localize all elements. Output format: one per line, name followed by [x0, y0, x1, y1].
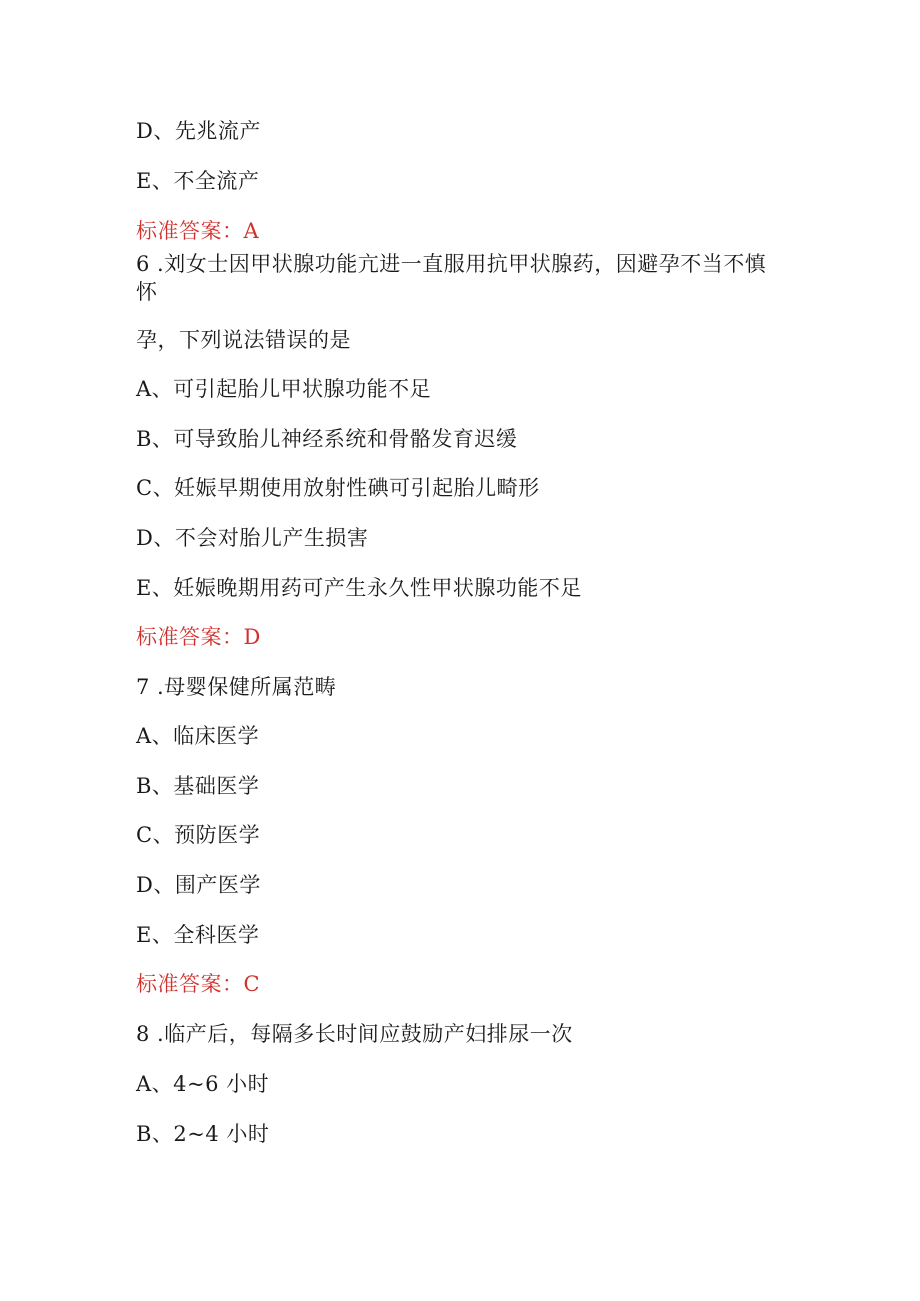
- option-line: B、2~4 小时: [136, 1122, 270, 1146]
- option-line: E、妊娠晚期用药可产生永久性甲状腺功能不足: [136, 576, 582, 600]
- option-line: A、临床医学: [136, 724, 260, 748]
- option-line: D、围产医学: [136, 873, 261, 897]
- option-line: A、可引起胎儿甲状腺功能不足: [136, 377, 432, 401]
- answer-line: 标准答案：A: [136, 219, 260, 243]
- question-line: 孕，下列说法错误的是: [136, 328, 351, 352]
- question-line: 7 .母婴保健所属范畴: [136, 675, 337, 699]
- option-line: B、可导致胎儿神经系统和骨骼发育迟缓: [136, 427, 518, 451]
- option-line: B、基础医学: [136, 774, 260, 798]
- question-line: 怀: [136, 280, 158, 304]
- option-line: A、4~6 小时: [136, 1072, 270, 1096]
- option-line: E、不全流产: [136, 169, 260, 193]
- question-line: 8 .临产后，每隔多长时间应鼓励产妇排尿一次: [136, 1022, 573, 1046]
- answer-line: 标准答案：C: [136, 972, 261, 996]
- option-line: D、先兆流产: [136, 119, 261, 143]
- answer-line: 标准答案：D: [136, 625, 261, 649]
- option-line: C、妊娠早期使用放射性碘可引起胎儿畸形: [136, 476, 540, 500]
- option-line: C、预防医学: [136, 823, 261, 847]
- option-line: D、不会对胎儿产生损害: [136, 526, 369, 550]
- option-line: E、全科医学: [136, 923, 260, 947]
- question-line: 6 .刘女士因甲状腺功能亢进一直服用抗甲状腺药，因避孕不当不慎: [136, 252, 767, 276]
